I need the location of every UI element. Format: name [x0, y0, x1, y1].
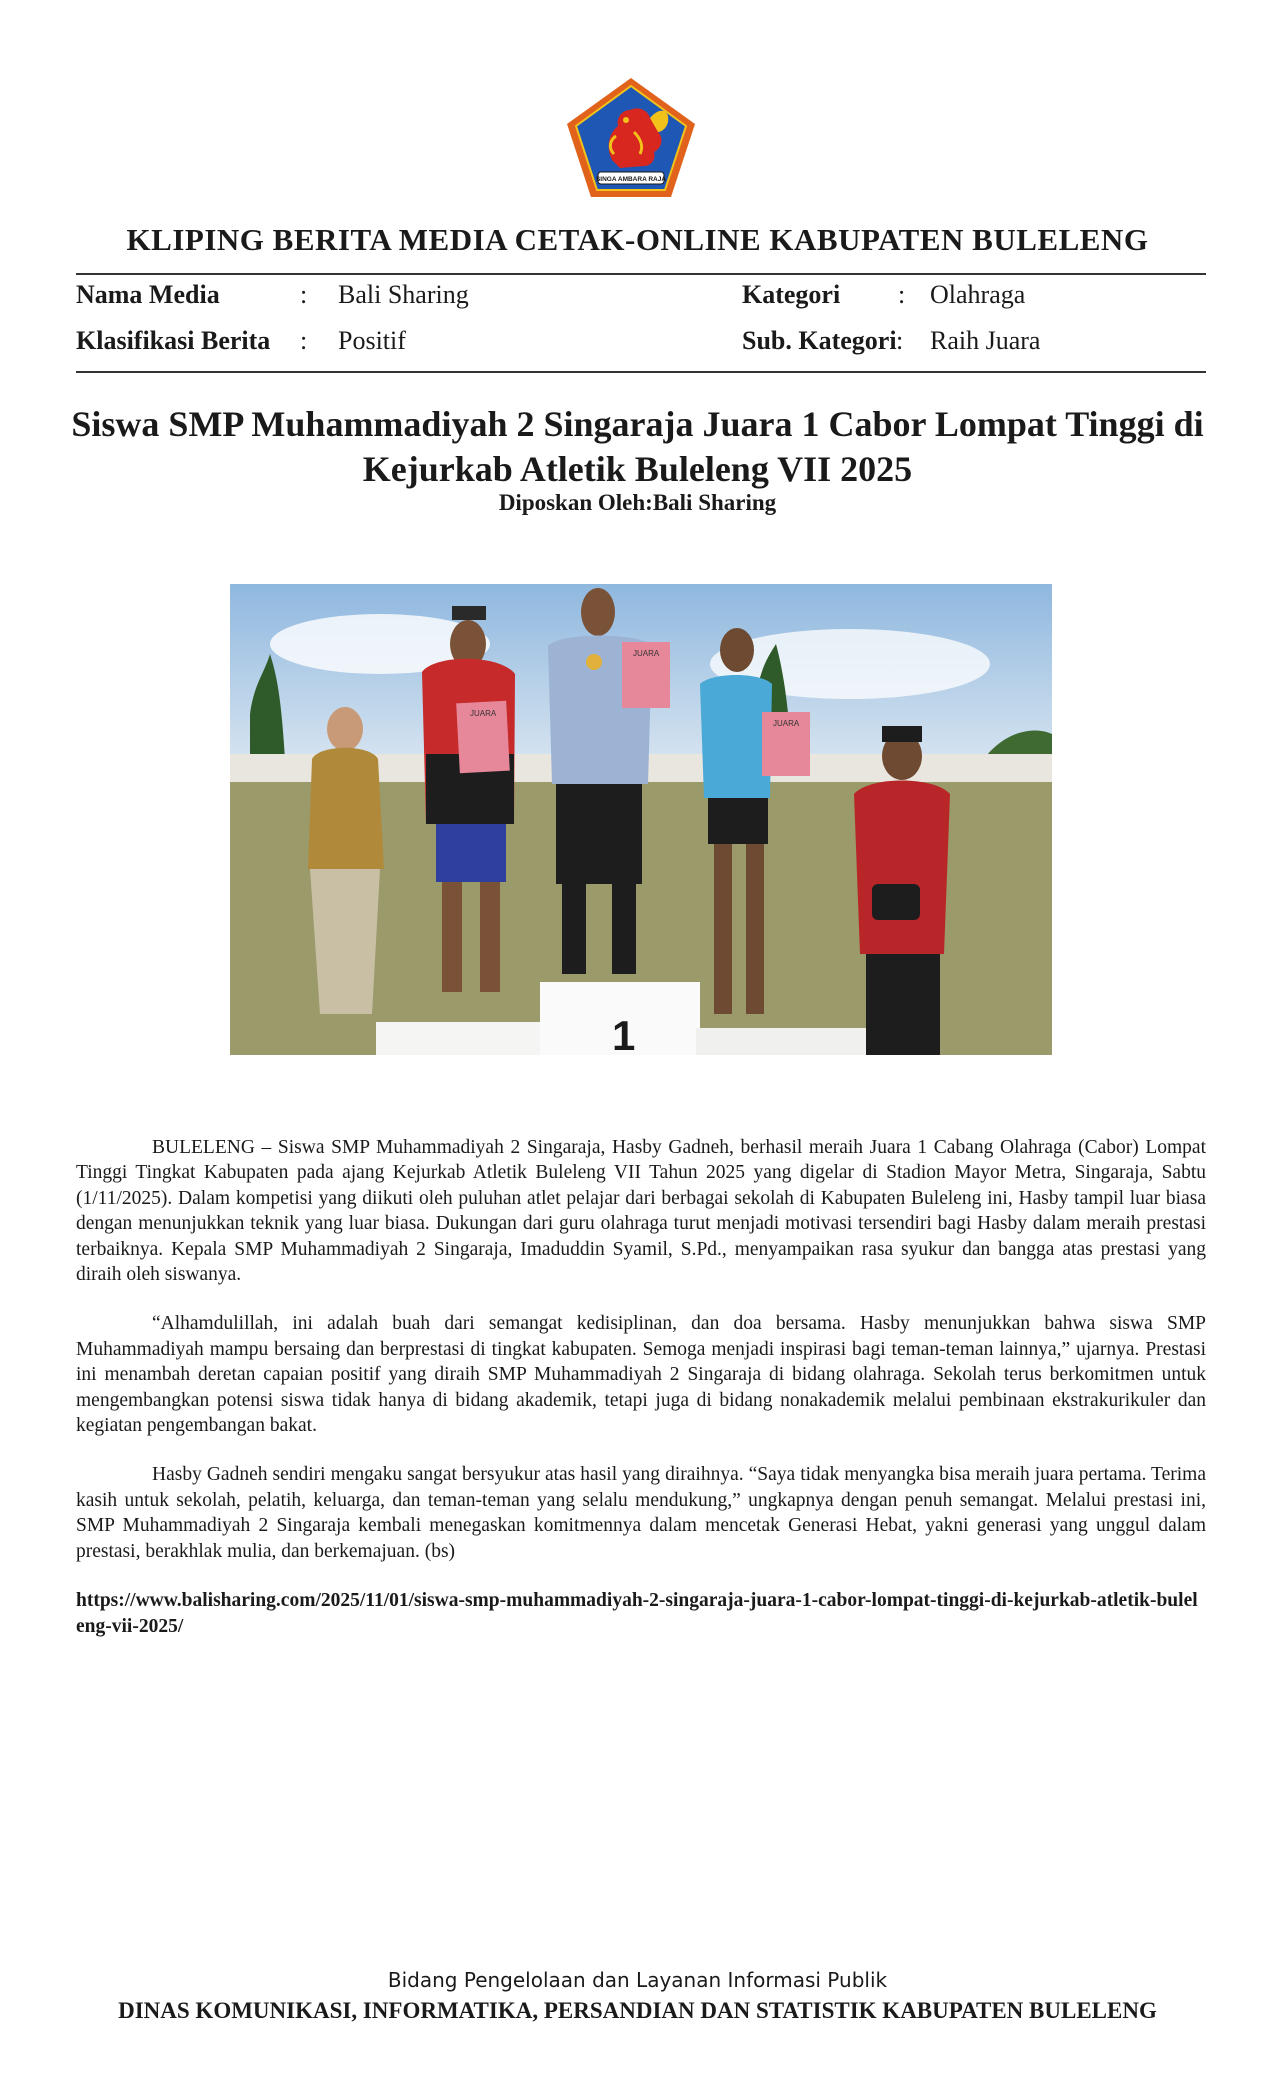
nama-media-value: Bali Sharing: [338, 280, 469, 309]
footer-agency: DINAS KOMUNIKASI, INFORMATIKA, PERSANDIAN DAN STATISTIK KABUPATEN BULELENG: [118, 1998, 1157, 2023]
meta-row-media: [76, 280, 1206, 320]
article-byline: Diposkan Oleh:Bali Sharing: [498, 490, 777, 515]
article-title: Siswa SMP Muhammadiyah 2 Singaraja Juara 1 Cabor Lompat Tinggi di Kejurkab Atletik Buleleng VII 2025: [71, 404, 1204, 489]
header-divider: [76, 273, 1206, 275]
klasifikasi-value: Positif: [338, 326, 406, 355]
footer-division: Bidang Pengelolaan dan Layanan Informasi Publik: [387, 1968, 888, 1992]
buleleng-regency-emblem: [564, 76, 698, 200]
kategori-label: Kategori: [742, 280, 841, 309]
clipping-header-title: KLIPING BERITA MEDIA CETAK-ONLINE KABUPATEN BULELENG: [126, 222, 1149, 257]
article-paragraph: Hasby Gadneh sendiri mengaku sangat bersyukur atas hasil yang diraihnya. “Saya tidak menyangka bisa meraih juara pertama. Terima kasih untuk sekolah, pelatih, keluarga, dan teman-teman yang selalu mendukung,” ungkapnya dengan penuh semangat. Melalui prestasi ini, SMP Muhammadiyah 2 Singaraja kembali menegaskan komitmennya dalam mencetak Generasi Hebat, yakni generasi yang unggul dalam prestasi, berakhlak mulia, dan berkemajuan. (bs): [76, 1464, 1206, 1562]
meta-colon: :: [898, 280, 906, 309]
certificate-label: JUARA: [470, 709, 497, 718]
sub-kategori-value: Raih Juara: [930, 326, 1041, 355]
article-body: [76, 1135, 1206, 1588]
kategori-value: Olahraga: [930, 280, 1026, 309]
meta-colon: :: [300, 326, 308, 355]
emblem-motto: SINGA AMBARA RAJA: [595, 176, 667, 183]
podium-number: 1: [612, 1012, 636, 1055]
certificate-label: JUARA: [633, 649, 660, 658]
meta-divider: [76, 371, 1206, 373]
article-photo: [230, 584, 1052, 1055]
article-paragraph: “Alhamdulillah, ini adalah buah dari semangat kedisiplinan, dan doa bersama. Hasby menunjukkan bahwa siswa SMP Muhammadiyah mampu bersaing dan berprestasi di tingkat kabupaten. Semoga menjadi inspirasi bagi teman-teman lainnya,” ujarnya. Prestasi ini menambah deretan capaian positif yang diraih SMP Muhammadiyah 2 Singaraja di bidang olahraga. Sekolah terus berkomitmen untuk mengembangkan potensi siswa tidak hanya di bidang akademik, tetapi juga di bidang nonakademik melalui pembinaan ekstrakurikuler dan kegiatan pengembangan bakat.: [76, 1313, 1206, 1437]
klasifikasi-label: Klasifikasi Berita: [76, 326, 271, 355]
meta-row-classification: [76, 326, 1206, 366]
source-url-link[interactable]: https://www.balisharing.com/2025/11/01/siswa-smp-muhammadiyah-2-singaraja-juara-1-cabor-lompat-tinggi-di-kejurkab-atletik-buleleng-vii-2025/: [76, 1590, 1198, 1637]
nama-media-label: Nama Media: [76, 280, 220, 309]
meta-colon: :: [896, 326, 904, 355]
meta-colon: :: [300, 280, 308, 309]
certificate-label: JUARA: [773, 719, 800, 728]
article-paragraph: BULELENG – Siswa SMP Muhammadiyah 2 Singaraja, Hasby Gadneh, berhasil meraih Juara 1 Cabang Olahraga (Cabor) Lompat Tinggi Tingkat Kabupaten pada ajang Kejurkab Atletik Buleleng VII Tahun 2025 yang digelar di Stadion Mayor Metra, Singaraja, Sabtu (1/11/2025). Dalam kompetisi yang diikuti oleh puluhan atlet pelajar dari berbagai sekolah di Kabupaten Buleleng ini, Hasby tampil luar biasa dengan menunjukkan teknik yang luar biasa. Dukungan dari guru olahraga turut menjadi motivasi tersendiri bagi Hasby dalam meraih prestasi terbaiknya. Kepala SMP Muhammadiyah 2 Singaraja, Imaduddin Syamil, S.Pd., menyampaikan rasa syukur dan bangga atas prestasi yang diraih oleh siswanya.: [76, 1137, 1206, 1286]
sub-kategori-label: Sub. Kategori: [742, 326, 897, 355]
